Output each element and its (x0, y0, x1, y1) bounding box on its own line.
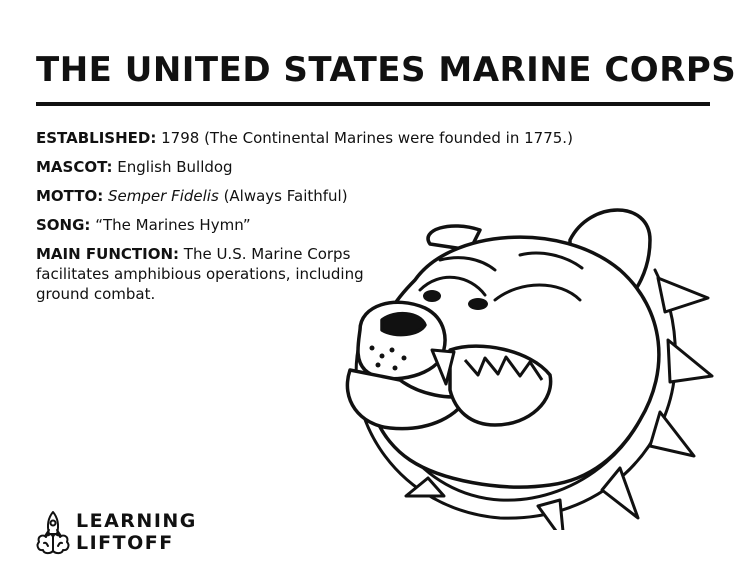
fact-value-motto-latin: Semper Fidelis (108, 187, 219, 205)
fact-value-main-function: The U.S. Marine Corps facilitates amphibious operations, including ground combat. (36, 245, 364, 303)
bulldog-illustration (320, 200, 720, 530)
fact-label-song: SONG: (36, 216, 91, 234)
logo-line-learning: LEARNING (76, 510, 197, 532)
page-title: THE UNITED STATES MARINE CORPS (36, 50, 737, 90)
fact-mascot (36, 157, 636, 177)
logo-wordmark (76, 510, 197, 554)
fact-value-established: 1798 (The Continental Marines were founded in 1775.) (161, 129, 573, 147)
fact-label-established: ESTABLISHED: (36, 129, 157, 147)
title-divider (36, 102, 710, 106)
fact-label-mascot: MASCOT: (36, 158, 113, 176)
nose (382, 314, 425, 335)
fact-label-motto: MOTTO: (36, 187, 104, 205)
fact-value-mascot: English Bulldog (117, 158, 233, 176)
rocket-brain-icon (34, 508, 72, 556)
logo-line-liftoff: LIFTOFF (76, 532, 174, 554)
learning-liftoff-logo (34, 508, 197, 558)
fact-label-main-function: MAIN FUNCTION: (36, 245, 179, 263)
fact-established (36, 128, 636, 148)
fact-value-motto: (Always Faithful) (223, 187, 348, 205)
fact-value-song: “The Marines Hymn” (95, 216, 251, 234)
